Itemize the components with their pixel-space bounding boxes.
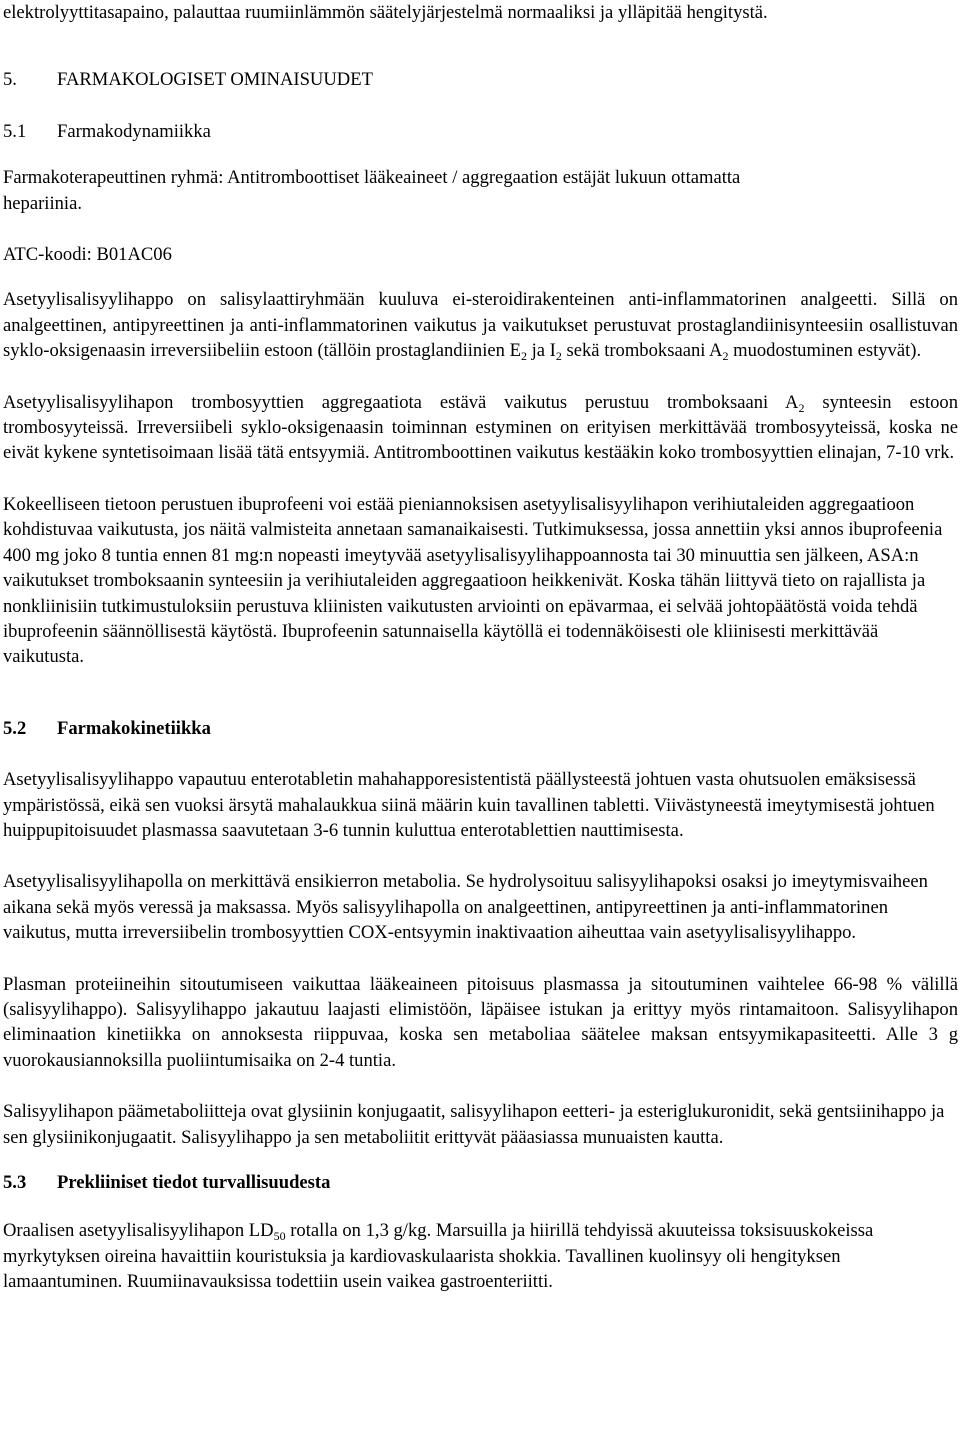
section-53-number: 5.3 bbox=[3, 1172, 27, 1193]
s51-p2-subscript: 2 bbox=[798, 400, 805, 415]
section-52-title: Farmakokinetiikka bbox=[57, 717, 211, 739]
s53-paragraph-1 bbox=[3, 1218, 958, 1294]
s52-paragraph-3: Plasman proteiineihin sitoutumiseen vaikuttaa lääkeaineen pitoisuus plasmassa ja sitoutuminen vaihtelee 66-98 % välillä (salisyylihappo). Salisyylihappo jakautuu laajasti elimistöön, läpäisee istukan ja erittyy myös rintamaitoon. Salisyylihapon eliminaation kinetiikka on annoksesta riippuvaa, koska sen metaboliaa säätelee maksan entsyymikapasiteetti. Alle 3 g vuorokausiannoksilla puoliintumisaika on 2-4 tuntia. bbox=[3, 973, 958, 1071]
s52-paragraph-2: Asetyylisalisyylihapolla on merkittävä ensikierron metabolia. Se hydrolysoituu salisyylihapoksi osaksi jo imeytymisvaiheen aikana sekä myös veressä ja maksassa. Myös salisyylihapolla on analgeettinen, antipyreettinen ja anti-inflammatorinen vaikutus, mutta irreversiibelin trombosyyttien COX-entsyymin inaktivaation aiheuttaa vain asetyylisalisyylihappo. bbox=[3, 871, 928, 944]
s51-p1-text-c: sekä tromboksaani A bbox=[561, 340, 723, 362]
section-51-heading bbox=[3, 119, 958, 144]
section-52-heading bbox=[3, 716, 958, 741]
s53-p1-subscript: 50 bbox=[273, 1229, 286, 1244]
s52-paragraph-4: Salisyylihapon päämetaboliitteja ovat glysiinin konjugaatit, salisyylihapon eetteri- ja esteriglukuronidit, sekä gentsiinihappo ja sen glysiinikonjugaatit. Salisyylihappo ja sen metaboliitit erittyvät pääasiassa munuaisten kautta. bbox=[3, 1101, 945, 1148]
s51-p2-text-b: synteesin estoon trombosyyteissä. Irreversiibeli syklo-oksigenaasin toiminnan estyminen on erityisen merkittävää trombosyyteissä, koska ne eivät kykene syntetisoimaan lisää tätä entsyymiä. Antitromboottinen vaikutus kestääkin koko trombosyyttien elinajan, 7-10 vrk. bbox=[3, 391, 959, 464]
atc-code: ATC-koodi: B01AC06 bbox=[3, 244, 172, 266]
document-page bbox=[3, 0, 958, 1295]
s51-paragraph-3: Kokeelliseen tietoon perustuen ibuprofeeni voi estää pieniannoksisen asetyylisalisyylihapon verihiutaleiden aggregaatioon kohdistuvaa vaikutusta, jos näitä valmisteita annetaan samanaikaisesti. Tutkimuksessa, jossa annettiin yksi annos ibuprofeenia 400 mg joko 8 tuntia ennen 81 mg:n nopeasti imeytyvää asetyylisalisyylihappoannosta tai 30 minuuttia sen jälkeen, ASA:n vaikutukset tromboksaanin synteesiin ja verihiutaleiden aggregaatioon heikkenivät. Koska tähän liittyvä tieto on rajallista ja nonkliinisiin tutkimustuloksiin perustuva kliinisten vaikutusten arviointi on epävarmaa, ei selvää johtopäätöstä voida tehdä ibuprofeenin säännöllisestä käytöstä. Ibuprofeenin satunnaisella käytöllä ei todennäköisesti ole kliinisesti merkittävää vaikutusta. bbox=[3, 493, 943, 668]
section-53-title: Prekliiniset tiedot turvallisuudesta bbox=[57, 1172, 331, 1193]
s53-p1-text-b: rotalla on 1,3 g/kg. Marsuilla ja hiirillä tehdyissä akuuteissa toksisuuskokeissa myrkytyksen oireina havaittiin kouristuksia ja kardiovaskulaarista shokkia. Tavallinen kuolinsyy oli hengityksen lamaantuminen. Ruumiinavauksissa todettiin usein vaikea gastroenteriitti. bbox=[3, 1220, 874, 1293]
s52-paragraph-1: Asetyylisalisyylihappo vapautuu enterotabletin mahahapporesistentistä päällysteestä johtuen vasta ohutsuolen emäksisessä ympäristössä, eikä sen vuoksi ärsytä mahalaukkua siinä määrin kuin tavallinen tabletti. Viivästyneestä imeytymisestä johtuen huippupitoisuudet plasmassa saavutetaan 3-6 tunnin kuluttua enterotablettien nauttimisesta. bbox=[3, 769, 935, 841]
s51-p1-subscript-2: 2 bbox=[555, 349, 562, 364]
section-53-heading bbox=[3, 1170, 958, 1195]
section-5-number: 5. bbox=[3, 69, 17, 91]
s51-paragraph-2 bbox=[3, 390, 958, 466]
s51-p1-text-a: Asetyylisalisyylihappo on salisylaattiryhmään kuuluva ei-steroidirakenteinen anti-inflammatorinen analgeetti. Sillä on analgeettinen, antipyreettinen ja anti-inflammatorinen vaikutus ja vaikutukset perustuvat prostaglandiinisynteesiin osallistuvan syklo-oksigenaasin irreversiibeliin estoon (tällöin prostaglandiinien E bbox=[3, 289, 958, 362]
intro-line: elektrolyyttitasapaino, palauttaa ruumiinlämmön säätelyjärjestelmä normaaliksi ja ylläpitää hengitystä. bbox=[3, 2, 768, 23]
section-5-title: FARMAKOLOGISET OMINAISUUDET bbox=[57, 69, 373, 91]
section-51-number: 5.1 bbox=[3, 120, 27, 142]
section-5-heading bbox=[3, 67, 958, 92]
section-51-title: Farmakodynamiikka bbox=[57, 120, 211, 142]
s51-p1-subscript-1: 2 bbox=[520, 349, 527, 364]
s53-p1-text-a: Oraalisen asetyylisalisyylihapon LD bbox=[3, 1220, 274, 1242]
therapeutic-group-line1: Farmakoterapeuttinen ryhmä: Antitromboottiset lääkeaineet / aggregaation estäjät lukuun ottamatta bbox=[3, 167, 741, 189]
s51-paragraph-1 bbox=[3, 287, 958, 363]
therapeutic-group bbox=[3, 165, 958, 216]
s51-p2-text-a: Asetyylisalisyylihapon trombosyyttien aggregaatiota estävä vaikutus perustuu tromboksaani A bbox=[3, 391, 799, 413]
s51-p1-text-d: muodostuminen estyvät). bbox=[728, 340, 922, 362]
therapeutic-group-line2: hepariinia. bbox=[3, 192, 82, 214]
s51-p1-subscript-3: 2 bbox=[722, 349, 729, 364]
section-52-number: 5.2 bbox=[3, 717, 27, 739]
s51-p1-text-b: ja I bbox=[526, 340, 556, 362]
